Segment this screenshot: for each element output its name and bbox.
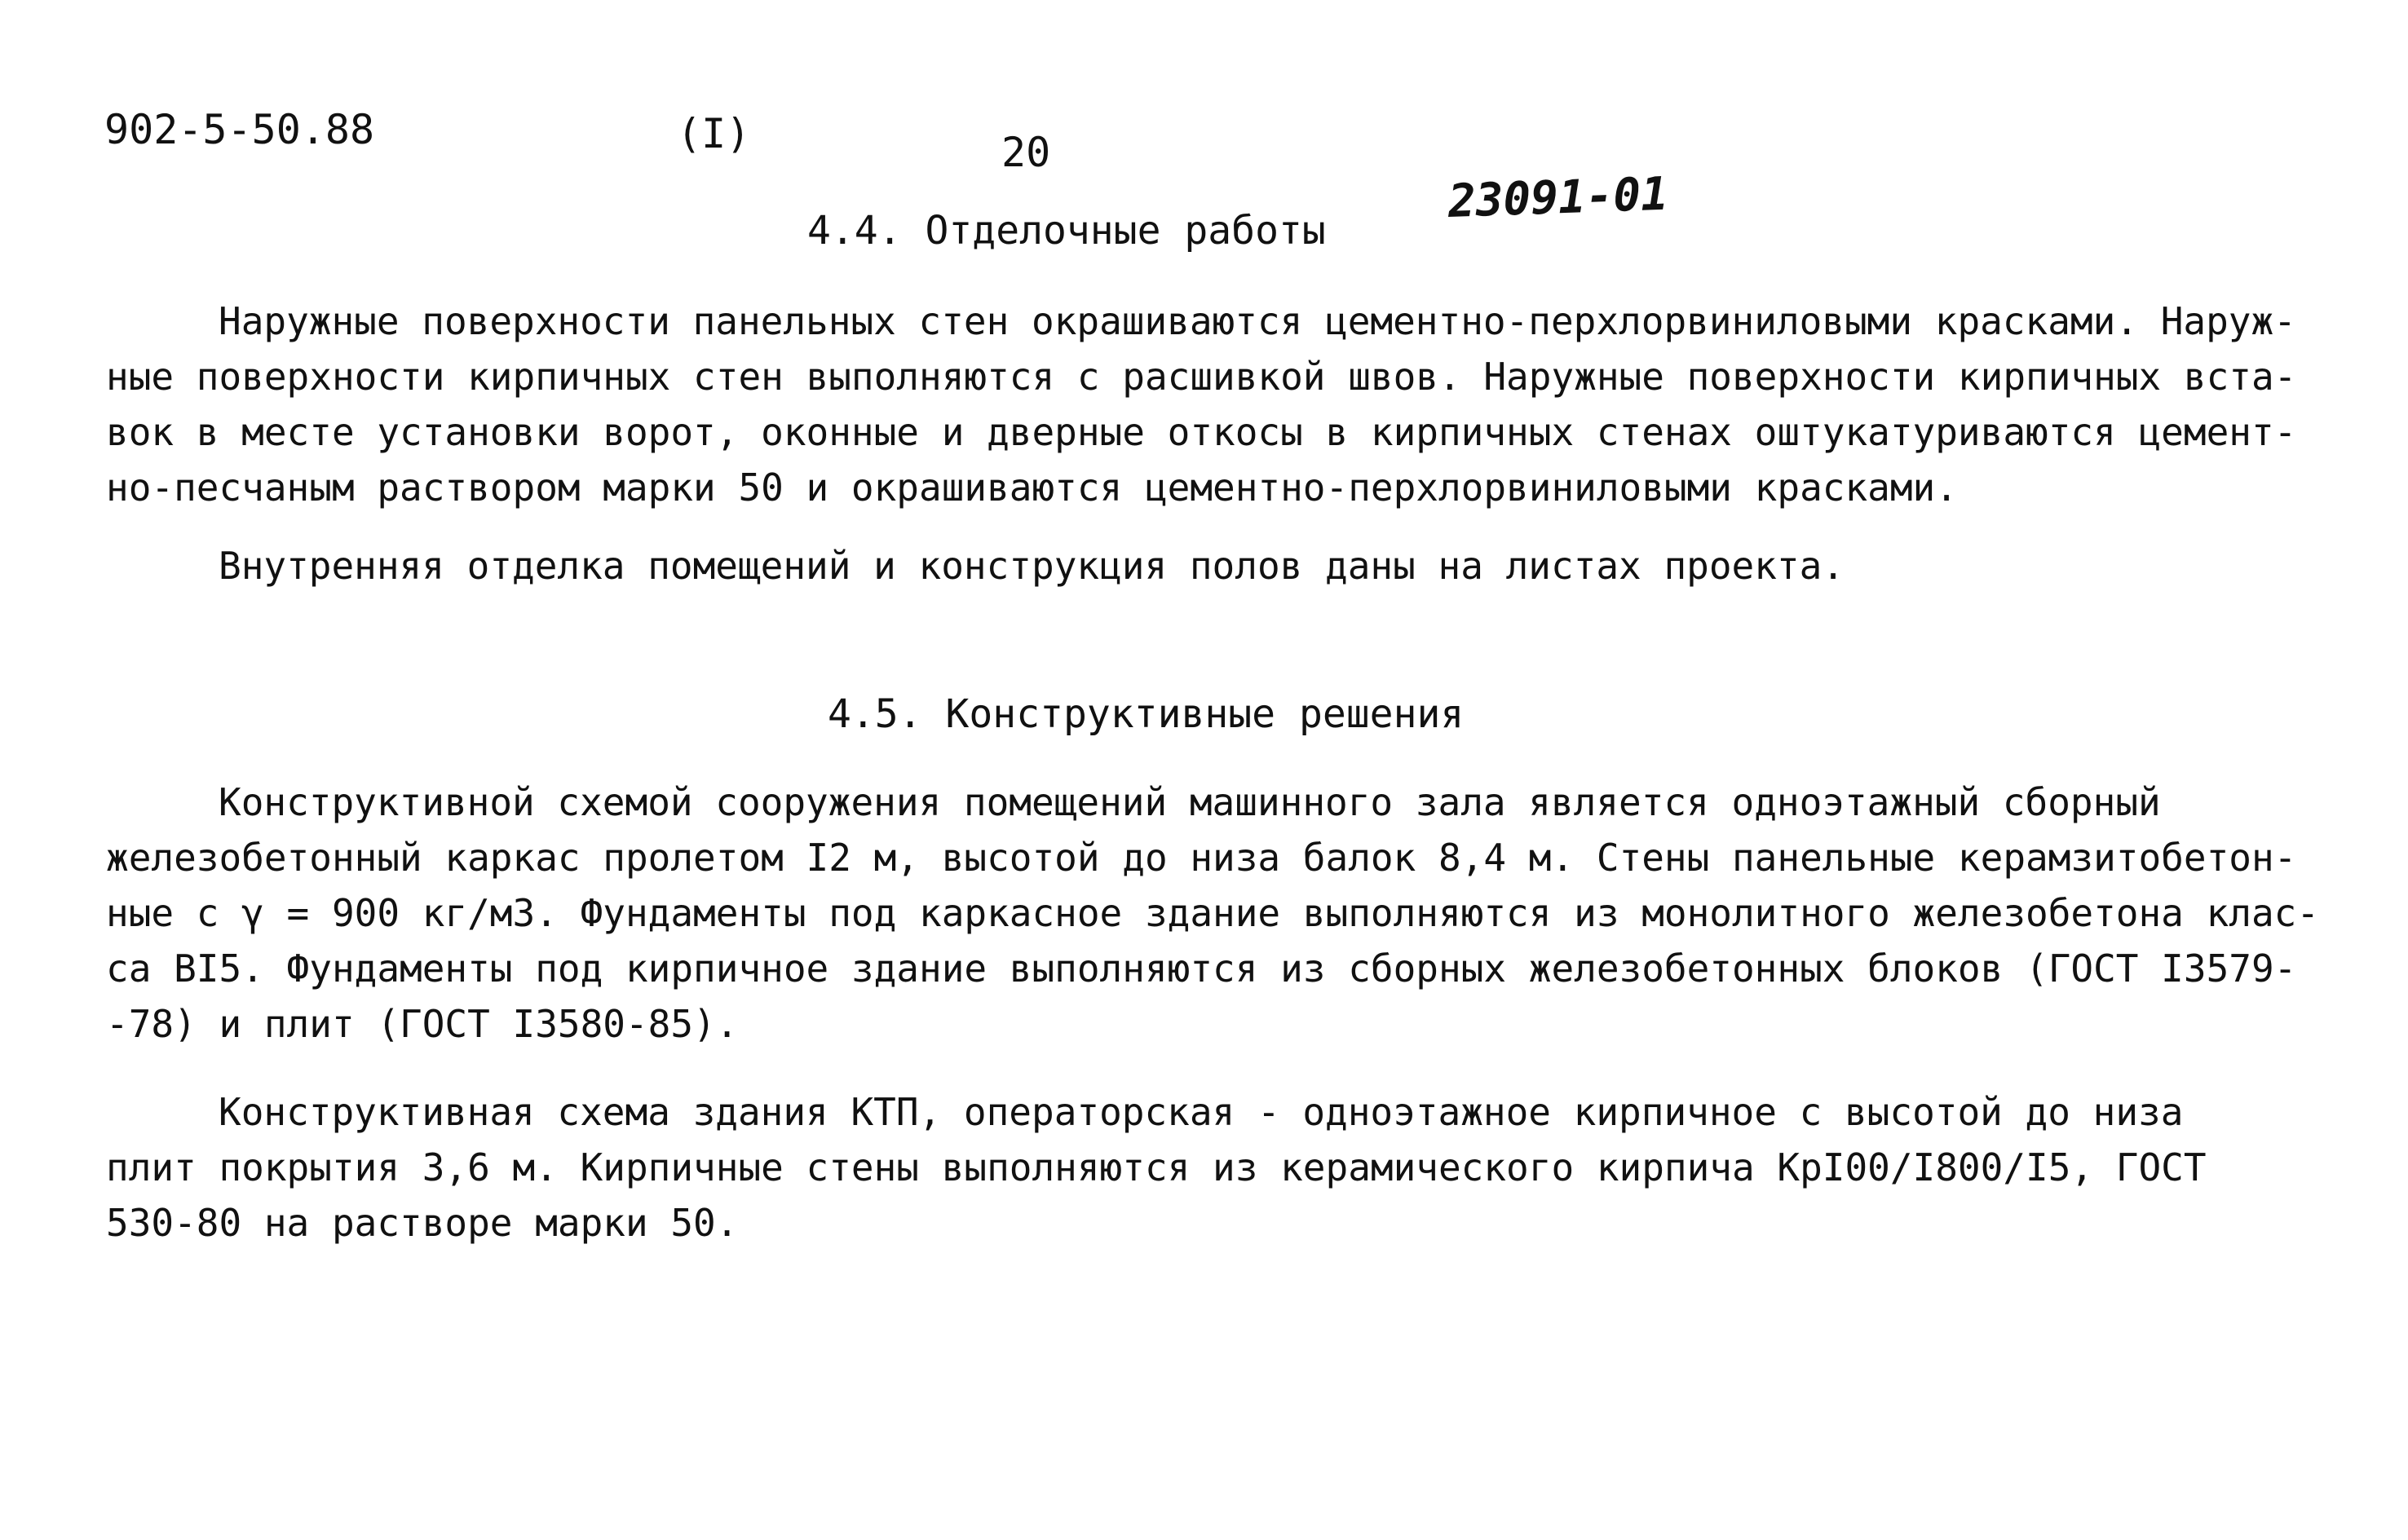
page-number: 20 [1001,129,1051,176]
document-code: 902-5-50.88 [104,106,375,153]
text-line: -78) и плит (ГОСТ I3580-85). [106,1002,739,1046]
text-line: Внутренняя отделка помещений и конструкция полов даны на листах проекта. [219,544,1845,588]
paragraph-interior-finishing [106,538,2308,593]
text-line: вок в месте установки ворот, оконные и дверные откосы в кирпичных стенах оштукатуриваются цемент- [106,410,2297,454]
text-line: плит покрытия 3,6 м. Кирпичные стены выполняются из керамического кирпича КрI00/I800/I5, ГОСТ [106,1145,2207,1189]
text-line: Конструктивной схемой сооружения помещений машинного зала является одноэтажный сборный [219,780,2161,824]
text-line: Конструктивная схема здания КТП, операторская - одноэтажное кирпичное с высотой до низа [219,1090,2184,1134]
text-line: Наружные поверхности панельных стен окрашиваются цементно-перхлорвиниловыми красками. Наруж- [219,299,2296,343]
handwritten-stamp: 23091-01 [1447,167,1669,228]
text-line: ные поверхности кирпичных стен выполняются с расшивкой швов. Наружные поверхности кирпичных вста- [106,355,2297,399]
text-line: ные с γ = 900 кг/м3. Фундаменты под каркасное здание выполняются из монолитного железобетона клас- [106,891,2320,935]
text-line: 530-80 на растворе марки 50. [106,1201,739,1245]
paragraph-exterior-finishing [106,293,2308,515]
section-heading-finishing-works: 4.4. Отделочные работы [807,208,1326,254]
text-line: железобетонный каркас пролетом I2 м, высотой до низа балок 8,4 м. Стены панельные керамзитобетон- [106,836,2297,880]
text-line: но-песчаным раствором марки 50 и окрашиваются цементно-перхлорвиниловыми красками. [106,466,1958,510]
sheet-part-number: (I) [677,110,751,157]
paragraph-ktp-building-structure [106,1084,2308,1251]
section-heading-structural-solutions: 4.5. Конструктивные решения [828,691,1465,737]
paragraph-machine-hall-structure [106,774,2320,1052]
text-line: са BI5. Фундаменты под кирпичное здание выполняются из сборных железобетонных блоков (ГОСТ I3579- [106,947,2297,991]
